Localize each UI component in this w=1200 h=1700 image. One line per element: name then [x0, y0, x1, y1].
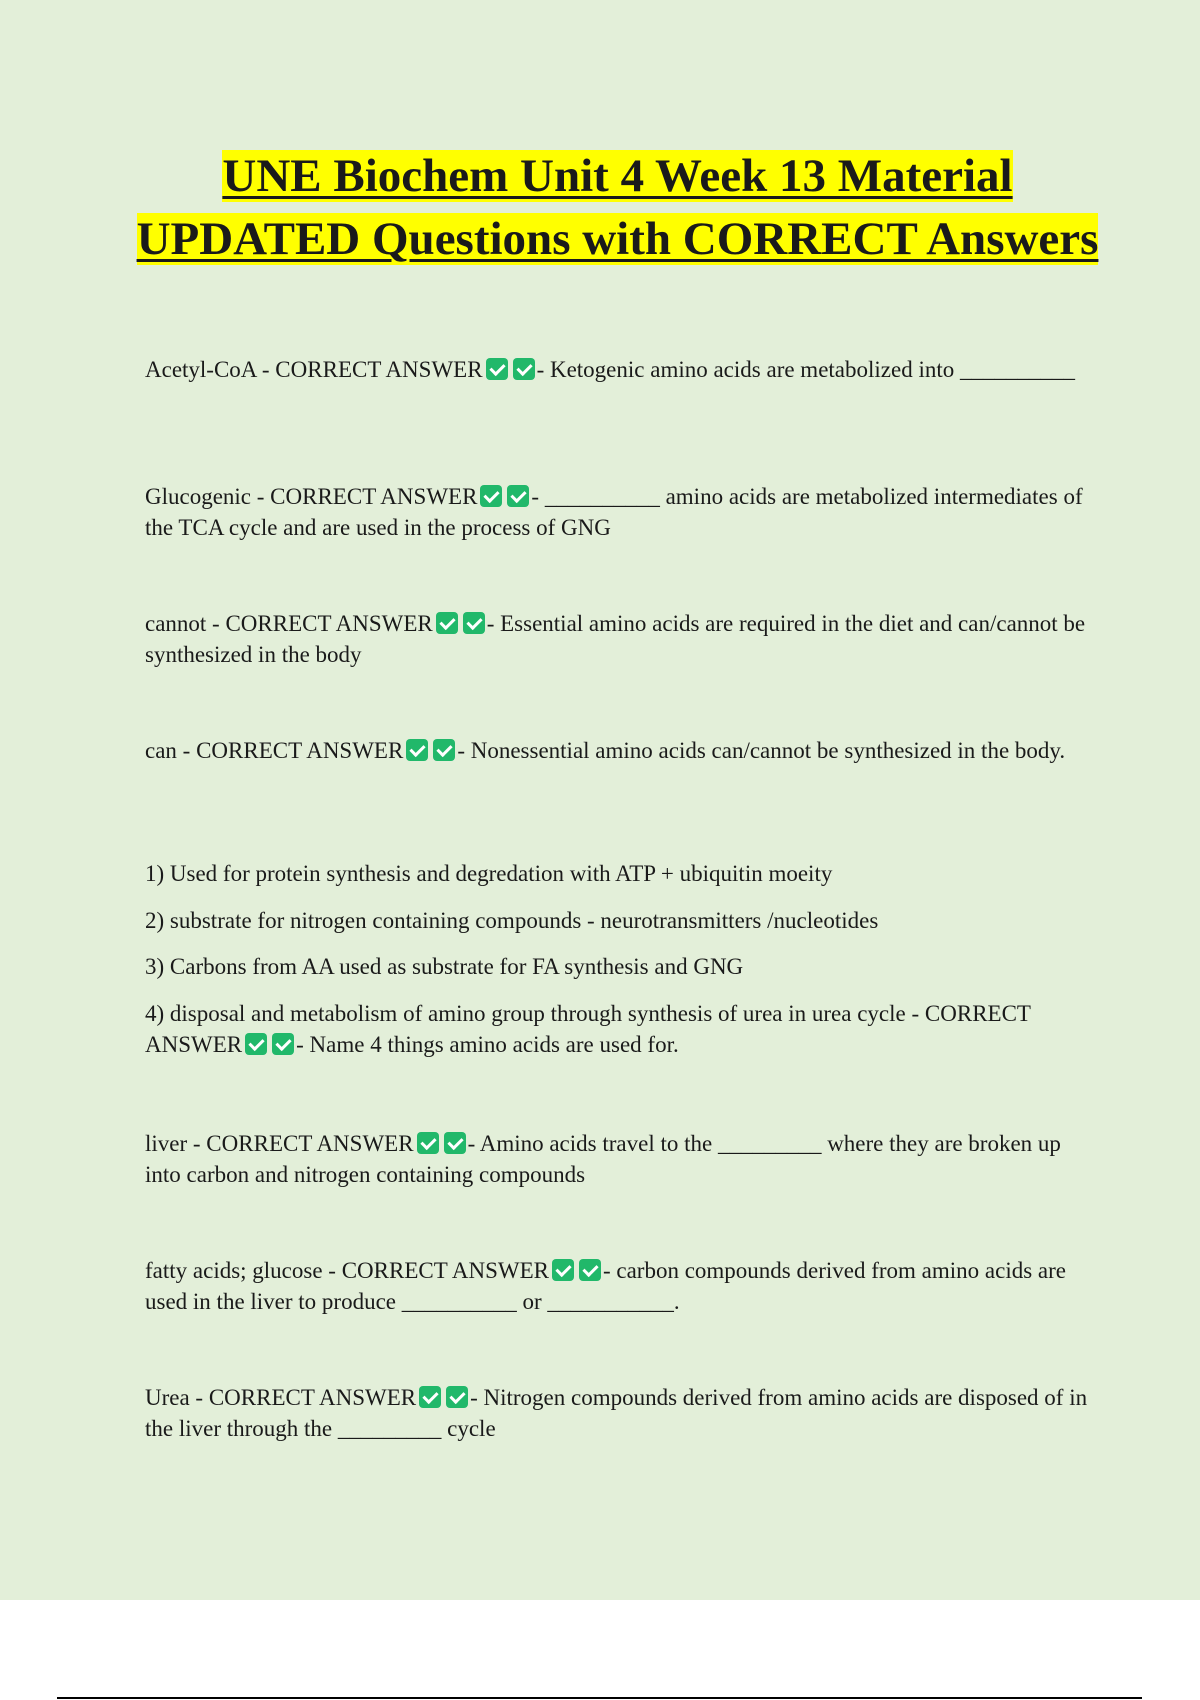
question-text: - Essential amino acids are required in the diet and can/cannot be synthesized in the body	[145, 611, 1086, 667]
check-mark-icon	[444, 1132, 466, 1154]
check-mark-icon	[417, 1132, 439, 1154]
question-text: - Nonessential amino acids can/cannot be synthesized in the body.	[457, 738, 1066, 763]
check-mark-icon	[486, 358, 508, 380]
answer-text: Urea - CORRECT ANSWER	[145, 1385, 417, 1410]
check-mark-icon	[513, 358, 535, 380]
answer-text: cannot - CORRECT ANSWER	[145, 611, 433, 636]
check-mark-icon	[419, 1386, 441, 1408]
check-mark-icon	[406, 739, 428, 761]
answer-text: Glucogenic - CORRECT ANSWER	[145, 484, 478, 509]
qa-item-4	[145, 735, 1095, 766]
qa-item-7	[145, 1255, 1095, 1317]
check-mark-icon	[272, 1033, 294, 1055]
question-text: - Ketogenic amino acids are metabolized into __________	[536, 357, 1075, 382]
question-text: - Amino acids travel to the _________ where they are broken up into carbon and nitrogen containing compounds	[145, 1131, 1061, 1187]
document-title-text: UNE Biochem Unit 4 Week 13 Material UPDATED Questions with CORRECT Answers	[136, 150, 1099, 265]
answer-text: fatty acids; glucose - CORRECT ANSWER	[145, 1258, 549, 1283]
question-text: - carbon compounds derived from amino acids are used in the liver to produce __________ or ___________.	[145, 1258, 1067, 1314]
check-mark-icon	[436, 612, 458, 634]
qa-item-1	[145, 354, 1095, 385]
check-mark-icon	[245, 1033, 267, 1055]
check-mark-icon	[463, 612, 485, 634]
answer-text: Acetyl-CoA - CORRECT ANSWER	[145, 357, 483, 382]
question-text: - Name 4 things amino acids are used for.	[296, 1032, 679, 1057]
question-text: - Nitrogen compounds derived from amino acids are disposed of in the liver through the _________ cycle	[145, 1385, 1088, 1441]
qa-item-6	[145, 1128, 1095, 1190]
check-mark-icon	[552, 1259, 574, 1281]
answer-text: 4) disposal and metabolism of amino group through synthesis of urea in urea cycle - CORRECT ANSWER	[145, 1001, 1031, 1057]
qa-item-3	[145, 608, 1095, 670]
answer-text: liver - CORRECT ANSWER	[145, 1131, 414, 1156]
question-text: - __________ amino acids are metabolized intermediates of the TCA cycle and are used in the process of GNG	[145, 484, 1083, 540]
footer-divider	[57, 1697, 1142, 1699]
answer-text: can - CORRECT ANSWER	[145, 738, 404, 763]
check-mark-icon	[507, 485, 529, 507]
qa-item-5	[145, 998, 1095, 1060]
list-item-1: 1) Used for protein synthesis and degredation with ATP + ubiquitin moeity	[145, 861, 833, 886]
check-mark-icon	[433, 739, 455, 761]
qa-item-2	[145, 481, 1095, 543]
document-title	[120, 145, 1115, 271]
qa-item-8	[145, 1382, 1095, 1444]
check-mark-icon	[446, 1386, 468, 1408]
check-mark-icon	[480, 485, 502, 507]
check-mark-icon	[579, 1259, 601, 1281]
list-item-3: 3) Carbons from AA used as substrate for FA synthesis and GNG	[145, 954, 744, 979]
list-item-2: 2) substrate for nitrogen containing compounds - neurotransmitters /nucleotides	[145, 908, 879, 933]
